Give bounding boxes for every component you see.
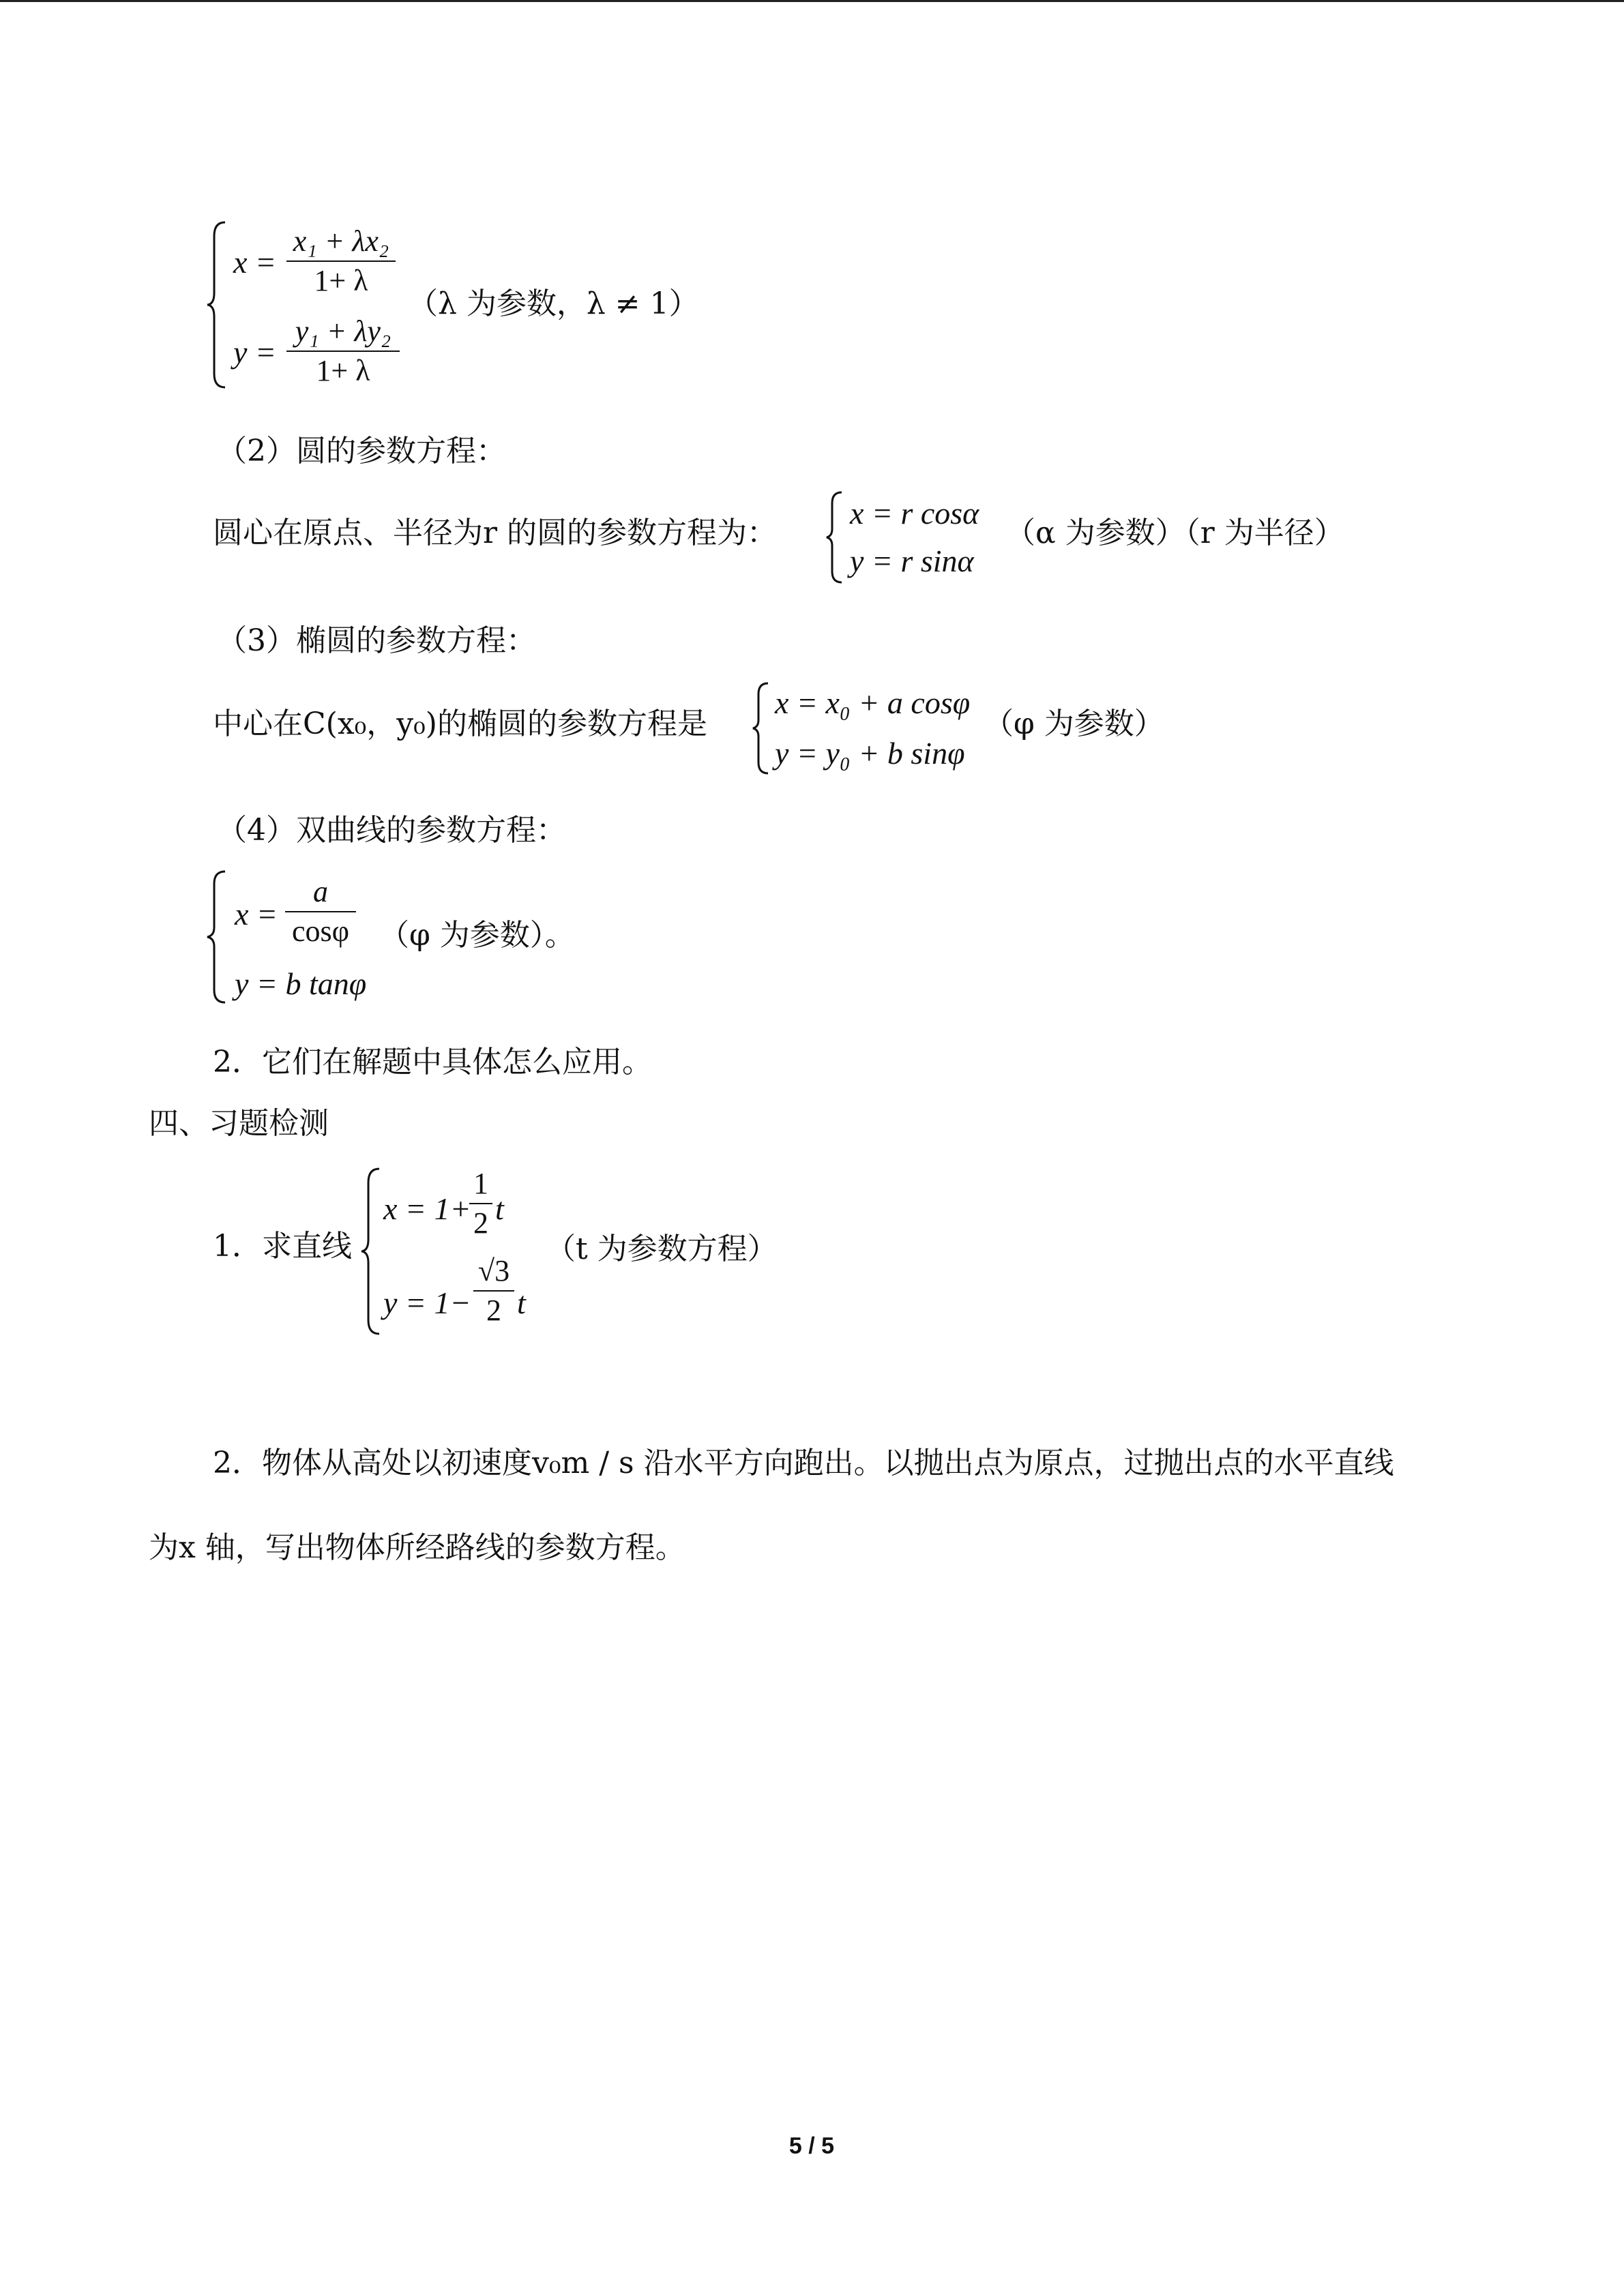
section-4-heading: 四、习题检测: [149, 1106, 329, 1141]
circle-y-equation: y = r sinα: [850, 543, 974, 578]
item-2-question: 2．它们在解题中具体怎么应用。: [213, 1045, 652, 1079]
hyperbola-x-fraction: [285, 876, 356, 949]
exercise-1-y-denominator: 2: [486, 1294, 501, 1328]
hyperbola-note: （φ 为参数）。: [379, 918, 575, 953]
lambda-x-numerator: x₁ + λx₂: [293, 224, 389, 258]
top-border: [0, 0, 1624, 2]
ellipse-x-equation: x = x₀ + a cosφ: [775, 685, 971, 720]
exercise-1-note: （t 为参数方程）: [546, 1232, 778, 1266]
exercise-1-label: 1．求直线: [213, 1229, 352, 1264]
exercise-1-x-fraction: [469, 1167, 492, 1240]
lambda-y-lhs: y =: [233, 335, 276, 370]
circle-text: 圆心在原点、半径为r 的圆的参数方程为：: [213, 516, 778, 550]
lambda-y-denominator: 1+ λ: [316, 354, 370, 388]
lambda-x-fraction: [286, 225, 396, 298]
lambda-y-numerator: y₁ + λy₂: [295, 314, 392, 348]
exercise-1-x-numerator: 1: [473, 1167, 488, 1200]
lambda-y-fraction: [286, 315, 400, 388]
hyperbola-heading: （4）双曲线的参数方程：: [217, 813, 566, 848]
ellipse-y-equation: y = y₀ + b sinφ: [775, 736, 965, 771]
exercise-1-y-numerator: √3: [477, 1254, 510, 1287]
left-brace-icon: [205, 220, 232, 390]
exercise-1-y-t: t: [517, 1285, 526, 1320]
exercise-2-line-2: 为x 轴，写出物体所经路线的参数方程。: [149, 1530, 685, 1565]
left-brace-icon: [750, 681, 773, 776]
hyperbola-y-equation: y = b tanφ: [235, 966, 367, 1001]
lambda-note: （λ 为参数，λ ≠ 1）: [408, 286, 699, 321]
exercise-1-x-denominator: 2: [473, 1206, 488, 1240]
ellipse-heading: （3）椭圆的参数方程：: [217, 623, 536, 658]
lambda-x-lhs: x =: [233, 245, 276, 280]
hyperbola-x-lhs: x =: [235, 897, 278, 931]
lambda-x-denominator: 1+ λ: [314, 264, 368, 298]
left-brace-icon: [359, 1166, 386, 1337]
exercise-1-y-lhs: y = 1−: [383, 1285, 471, 1320]
circle-note: （α 为参数）（r 为半径）: [1005, 516, 1344, 550]
hyperbola-x-denominator: cosφ: [291, 914, 350, 949]
exercise-1-y-fraction: [473, 1255, 514, 1328]
exercise-1-x-lhs: x = 1+: [383, 1191, 471, 1226]
circle-x-equation: x = r cosα: [850, 496, 979, 531]
ellipse-note: （φ 为参数）: [984, 706, 1164, 741]
left-brace-icon: [824, 490, 847, 585]
exercise-2-line-1: 2．物体从高处以初速度v₀m / s 沿水平方向跑出。以抛出点为原点，过抛出点的水平直线: [213, 1446, 1394, 1480]
ellipse-text: 中心在C(x₀，y₀)的椭圆的参数方程是: [213, 706, 707, 741]
page-number: 5 / 5: [788, 2133, 835, 2159]
circle-heading: （2）圆的参数方程：: [217, 434, 506, 468]
hyperbola-x-numerator: a: [313, 875, 328, 908]
exercise-1-x-t: t: [495, 1191, 504, 1226]
left-brace-icon: [205, 869, 232, 1005]
